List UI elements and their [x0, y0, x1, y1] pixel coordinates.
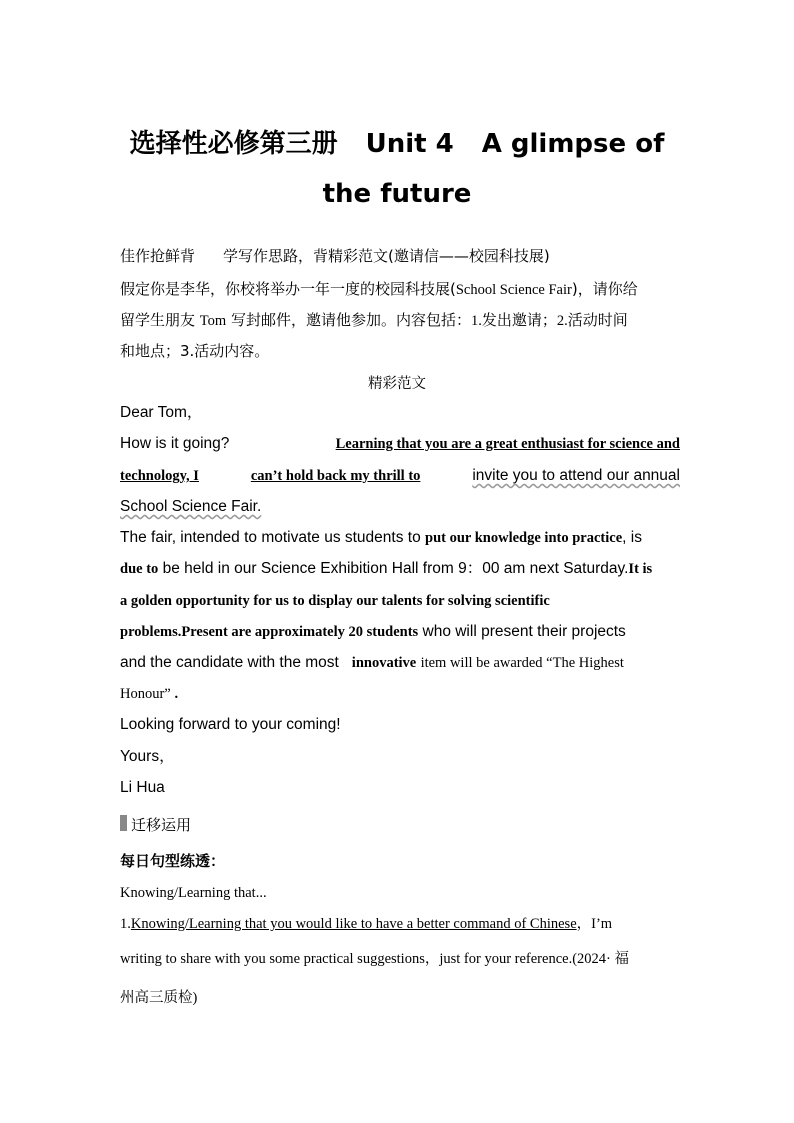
section-marker-icon	[120, 815, 127, 831]
practice-heading: 迁移运用	[120, 815, 680, 835]
letter-line-9: Honour” .	[120, 686, 179, 702]
sentence-pattern: Knowing/Learning that...	[120, 885, 267, 901]
section-heading: 精彩范文	[368, 376, 426, 392]
exercise-1-line-3: 州高三质检)	[120, 990, 198, 1006]
intro-line	[120, 246, 680, 266]
letter-line-2: technology, I can’t hold back my thrill to invite you to attend our annual	[120, 467, 680, 484]
title-english: A glimpse of	[481, 129, 665, 159]
intro-label: 佳作抢鲜背	[120, 247, 196, 265]
letter-signoff: Yours，	[120, 748, 175, 765]
letter-line-4: The fair, intended to motivate us students to put our knowledge into practice, is	[120, 529, 642, 546]
prompt-line-2: 留学生朋友 Tom 写封邮件，邀请他参加。内容包括：1.发出邀请；2.活动时间	[120, 311, 628, 329]
daily-pattern-heading: 每日句型练透：	[120, 852, 226, 870]
page-title	[0, 128, 794, 160]
prompt-line-3: 和地点；3.活动内容。	[120, 342, 270, 360]
title-unit: Unit 4	[365, 129, 454, 159]
letter-line-7: problems.Present are approximately 20 students who will present their projects	[120, 623, 626, 640]
letter-closing: Looking forward to your coming!	[120, 716, 341, 733]
intro-task: 学写作思路，背精彩范文(邀请信——校园科技展)	[223, 247, 550, 265]
prompt-line-1: 假定你是李华，你校将举办一年一度的校园科技展(School Science Fair)，请你给	[120, 280, 638, 298]
exercise-1-line-1: 1.Knowing/Learning that you would like to have a better command of Chinese，I’m	[120, 916, 613, 932]
title-chinese: 选择性必修第三册	[129, 129, 338, 159]
letter-line-5: due to be held in our Science Exhibition Hall from 9：00 am next Saturday.It is	[120, 560, 653, 577]
letter-greeting: Dear Tom，	[120, 404, 203, 421]
letter-line-6: a golden opportunity for us to display our talents for solving scientific	[120, 593, 550, 609]
letter-line-1: How is it going? Learning that you are a great enthusiast for science and	[120, 435, 680, 452]
letter-line-8: and the candidate with the most innovative item will be awarded “The Highest	[120, 654, 624, 671]
letter-line-3: School Science Fair.	[120, 498, 262, 515]
page-title-line2: the future	[322, 179, 472, 209]
exercise-1-line-2: writing to share with you some practical suggestions，just for your reference.(2024· 福	[120, 951, 629, 967]
letter-signature: Li Hua	[120, 779, 165, 796]
